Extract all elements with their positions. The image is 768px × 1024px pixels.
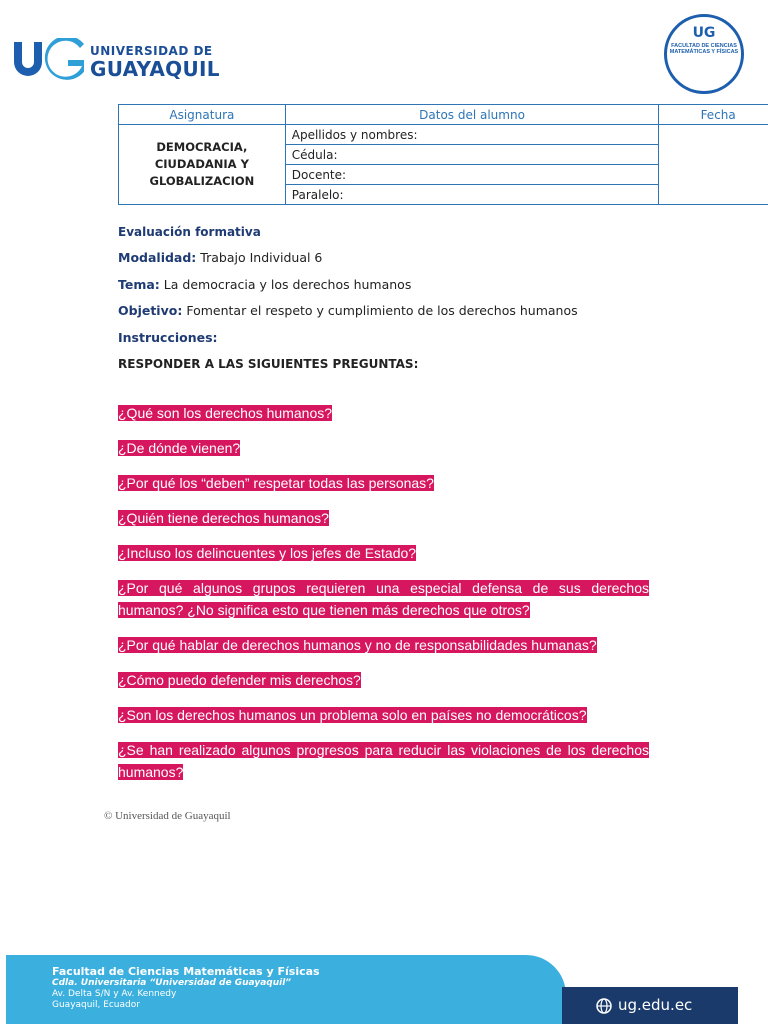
question-text: ¿Se han realizado algunos progresos para reducir las violaciones de los derechos humanos? xyxy=(118,742,649,780)
question-text: ¿Por qué hablar de derechos humanos y no de responsabilidades humanas? xyxy=(118,637,597,653)
question-text: ¿Cómo puedo defender mis derechos? xyxy=(118,672,361,688)
question-item xyxy=(118,739,649,783)
website-link[interactable] xyxy=(562,987,738,1024)
student-info-table xyxy=(118,104,768,205)
question-text: ¿Qué son los derechos humanos? xyxy=(118,405,333,421)
subject-cell xyxy=(119,125,286,205)
page-footer xyxy=(0,955,768,1024)
seal-caption: FACULTAD DE CIENCIAS MATEMÁTICAS Y FÍSICAS xyxy=(669,43,739,55)
footer-city: Guayaquil, Ecuador xyxy=(52,1000,140,1010)
modalidad-value: Trabajo Individual 6 xyxy=(200,250,323,265)
faculty-seal xyxy=(664,14,744,94)
tema-label: Tema: xyxy=(118,277,160,292)
question-item xyxy=(118,472,649,494)
objetivo-line xyxy=(118,303,578,318)
logo-line2: GUAYAQUIL xyxy=(90,57,220,81)
question-item xyxy=(118,542,649,564)
copyright-text: © Universidad de Guayaquil xyxy=(104,810,231,822)
university-logo xyxy=(10,38,220,82)
ug-logo-icon xyxy=(10,38,84,82)
question-item xyxy=(118,437,649,459)
website-text: ug.edu.ec xyxy=(618,996,693,1014)
field-paralelo[interactable]: Paralelo: xyxy=(285,185,659,205)
responder-heading: RESPONDER A LAS SIGUIENTES PREGUNTAS: xyxy=(118,357,419,371)
question-text: ¿De dónde vienen? xyxy=(118,440,241,456)
evaluation-title: Evaluación formativa xyxy=(118,225,261,239)
footer-street: Av. Delta S/N y Av. Kennedy xyxy=(52,989,177,999)
question-text: ¿Por qué los “deben” respetar todas las personas? xyxy=(118,475,434,491)
question-item xyxy=(118,634,649,656)
question-item xyxy=(118,402,649,424)
seal-ug-text: UG xyxy=(692,25,716,41)
field-docente[interactable]: Docente: xyxy=(285,165,659,185)
fecha-cell[interactable] xyxy=(659,125,768,205)
logo-wordmark xyxy=(90,44,220,80)
modalidad-label: Modalidad: xyxy=(118,250,197,265)
question-item xyxy=(118,704,649,726)
header-datos-alumno: Datos del alumno xyxy=(285,105,659,125)
instrucciones-label: Instrucciones: xyxy=(118,330,218,345)
question-text: ¿Son los derechos humanos un problema solo en países no democráticos? xyxy=(118,707,587,723)
footer-campus: Cdla. Universitaria “Universidad de Guayaquil” xyxy=(52,978,292,988)
field-cedula[interactable]: Cédula: xyxy=(285,145,659,165)
header-asignatura: Asignatura xyxy=(119,105,286,125)
table-row xyxy=(119,125,768,145)
question-text: ¿Incluso los delincuentes y los jefes de Estado? xyxy=(118,545,417,561)
tema-value: La democracia y los derechos humanos xyxy=(163,277,412,292)
subject-line: DEMOCRACIA, xyxy=(156,140,248,154)
question-item xyxy=(118,669,649,691)
subject-line: GLOBALIZACION xyxy=(149,174,255,188)
tema-line xyxy=(118,277,411,292)
logo-line1: UNIVERSIDAD DE xyxy=(90,44,213,58)
header-fecha: Fecha xyxy=(659,105,768,125)
objetivo-value: Fomentar el respeto y cumplimiento de los derechos humanos xyxy=(186,303,578,318)
table-header-row xyxy=(119,105,768,125)
modalidad-line xyxy=(118,250,322,265)
question-text: ¿Quién tiene derechos humanos? xyxy=(118,510,329,526)
questions-list xyxy=(118,402,649,796)
field-apellidos-nombres[interactable]: Apellidos y nombres: xyxy=(285,125,659,145)
question-item xyxy=(118,507,649,529)
subject-line: CIUDADANIA Y xyxy=(154,157,249,171)
question-item xyxy=(118,577,649,621)
footer-address xyxy=(52,965,320,1011)
footer-faculty: Facultad de Ciencias Matemáticas y Físicas xyxy=(52,965,320,978)
globe-icon xyxy=(596,998,612,1014)
objetivo-label: Objetivo: xyxy=(118,303,183,318)
question-text: ¿Por qué algunos grupos requieren una especial defensa de sus derechos humanos? ¿No significa esto que tienen más derechos que otros? xyxy=(118,580,649,618)
